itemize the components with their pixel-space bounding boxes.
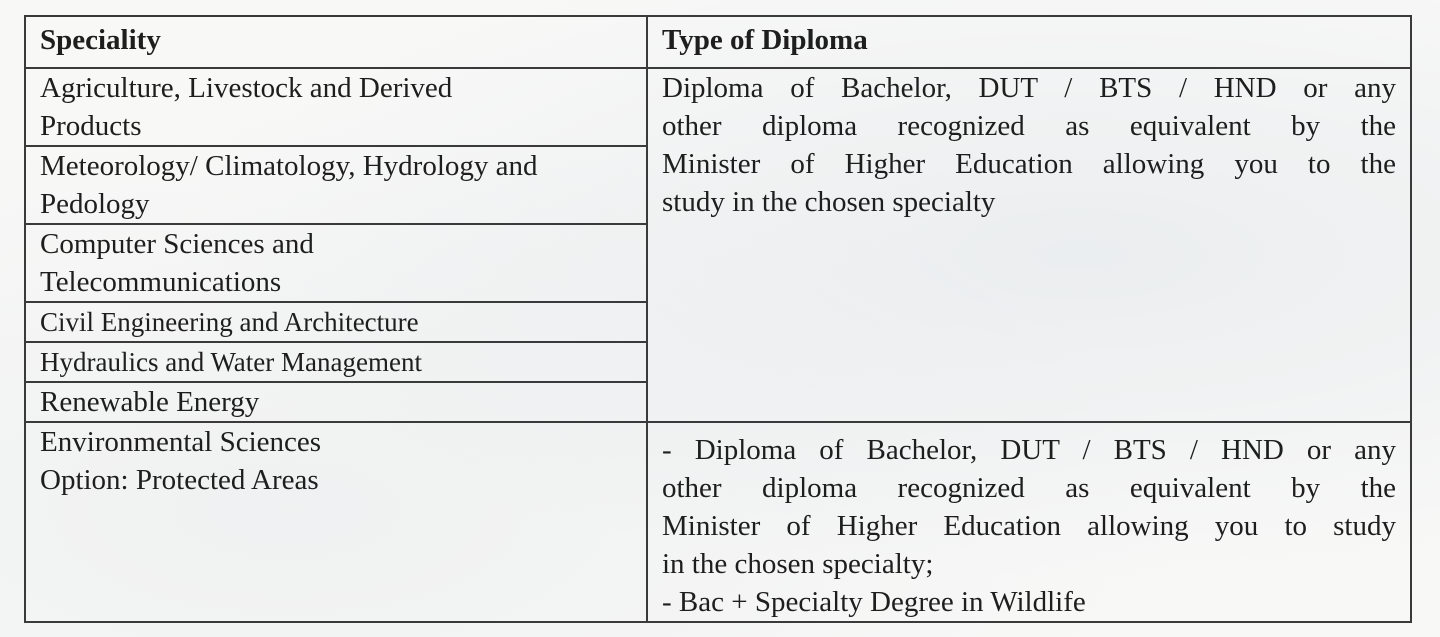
header-speciality: Speciality <box>25 16 647 68</box>
diploma-line: - Diploma of Bachelor, DUT / BTS / HND or any <box>662 434 1396 466</box>
header-row <box>25 16 1411 68</box>
speciality-line: Option: Protected Areas <box>40 464 319 496</box>
speciality-civil-engineering <box>25 302 647 342</box>
speciality-renewable-energy <box>25 382 647 422</box>
diploma-requirements-group-1 <box>647 68 1411 422</box>
header-type-of-diploma: Type of Diploma <box>647 16 1411 68</box>
speciality-meteorology <box>25 146 647 224</box>
speciality-hydraulics <box>25 342 647 382</box>
speciality-computer-sciences <box>25 224 647 302</box>
diploma-line: in the chosen specialty; <box>662 548 934 580</box>
speciality-line: Meteorology/ Climatology, Hydrology and <box>40 150 538 182</box>
speciality-line: Hydraulics and Water Management <box>40 347 422 377</box>
speciality-line: Products <box>40 110 142 142</box>
diploma-line: Minister of Higher Education allowing you to study <box>662 510 1396 542</box>
speciality-diploma-table <box>24 15 1412 623</box>
diploma-line: other diploma recognized as equivalent by the <box>662 110 1396 142</box>
speciality-line: Pedology <box>40 188 150 220</box>
diploma-line: other diploma recognized as equivalent by the <box>662 472 1396 504</box>
speciality-agriculture <box>25 68 647 146</box>
speciality-line: Agriculture, Livestock and Derived <box>40 72 453 104</box>
speciality-environmental-sciences <box>25 422 647 622</box>
diploma-requirements-group-2 <box>647 422 1411 622</box>
table-row <box>25 422 1411 622</box>
speciality-line: Telecommunications <box>40 266 282 298</box>
diploma-line: Minister of Higher Education allowing you to the <box>662 148 1396 180</box>
speciality-line: Renewable Energy <box>40 386 260 418</box>
diploma-line: - Bac + Specialty Degree in Wildlife <box>662 586 1086 618</box>
speciality-line: Computer Sciences and <box>40 228 314 260</box>
table-row <box>25 68 1411 146</box>
diploma-line: study in the chosen specialty <box>662 186 996 218</box>
speciality-line: Civil Engineering and Architecture <box>40 307 419 337</box>
speciality-line: Environmental Sciences <box>40 426 322 458</box>
diploma-line: Diploma of Bachelor, DUT / BTS / HND or any <box>662 72 1396 104</box>
